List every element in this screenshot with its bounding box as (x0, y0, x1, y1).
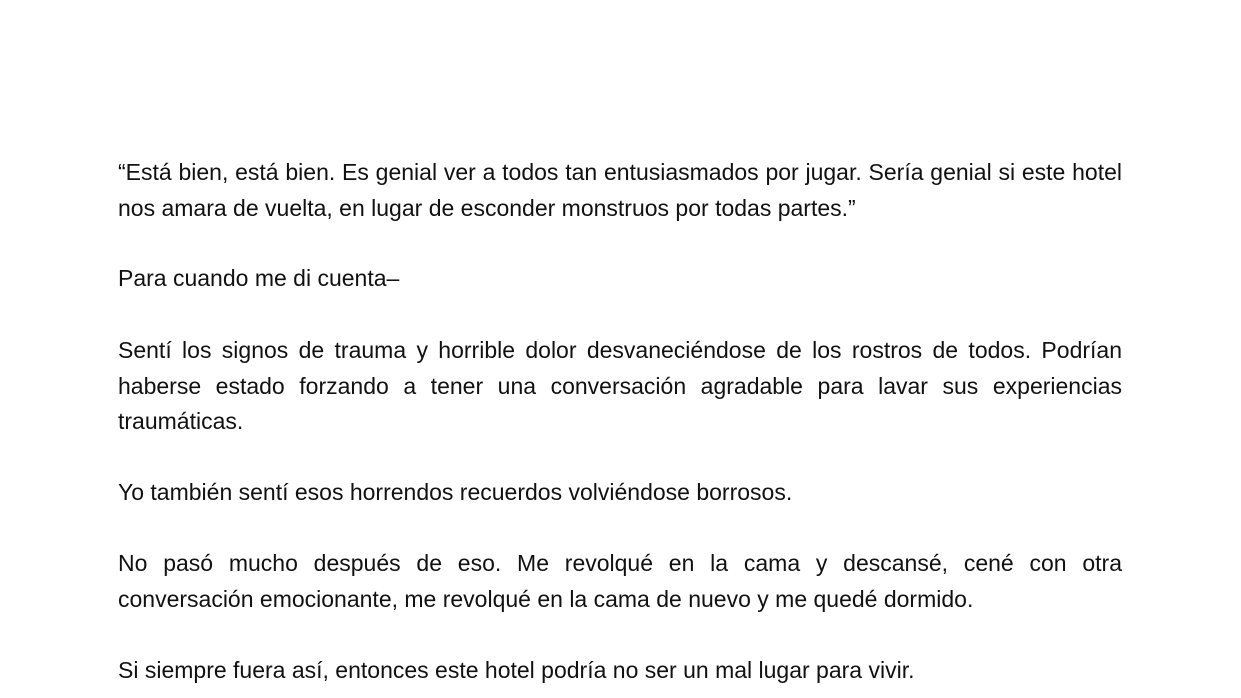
paragraph-memories: Yo también sentí esos horrendos recuerdos volviéndose borrosos. (118, 479, 793, 505)
paragraph-trauma: Sentí los signos de trauma y horrible dolor desvaneciéndose de los rostros de todos. Podrían haberse estado forzando a tener una conversación agradable para lavar sus experiencias traumáticas. (118, 337, 1122, 434)
paragraph-dialogue: “Está bien, está bien. Es genial ver a todos tan entusiasmados por jugar. Sería genial si este hotel nos amara de vuelta, en lugar de esconder monstruos por todas partes.” (118, 159, 1122, 221)
paragraph-routine: No pasó mucho después de eso. Me revolqué en la cama y descansé, cené con otra conversación emocionante, me revolqué en la cama de nuevo y me quedé dormido. (118, 550, 1122, 612)
paragraph-realization: Para cuando me di cuenta– (118, 265, 400, 291)
paragraph-conclusion: Si siempre fuera así, entonces este hotel podría no ser un mal lugar para vivir. (118, 657, 915, 683)
